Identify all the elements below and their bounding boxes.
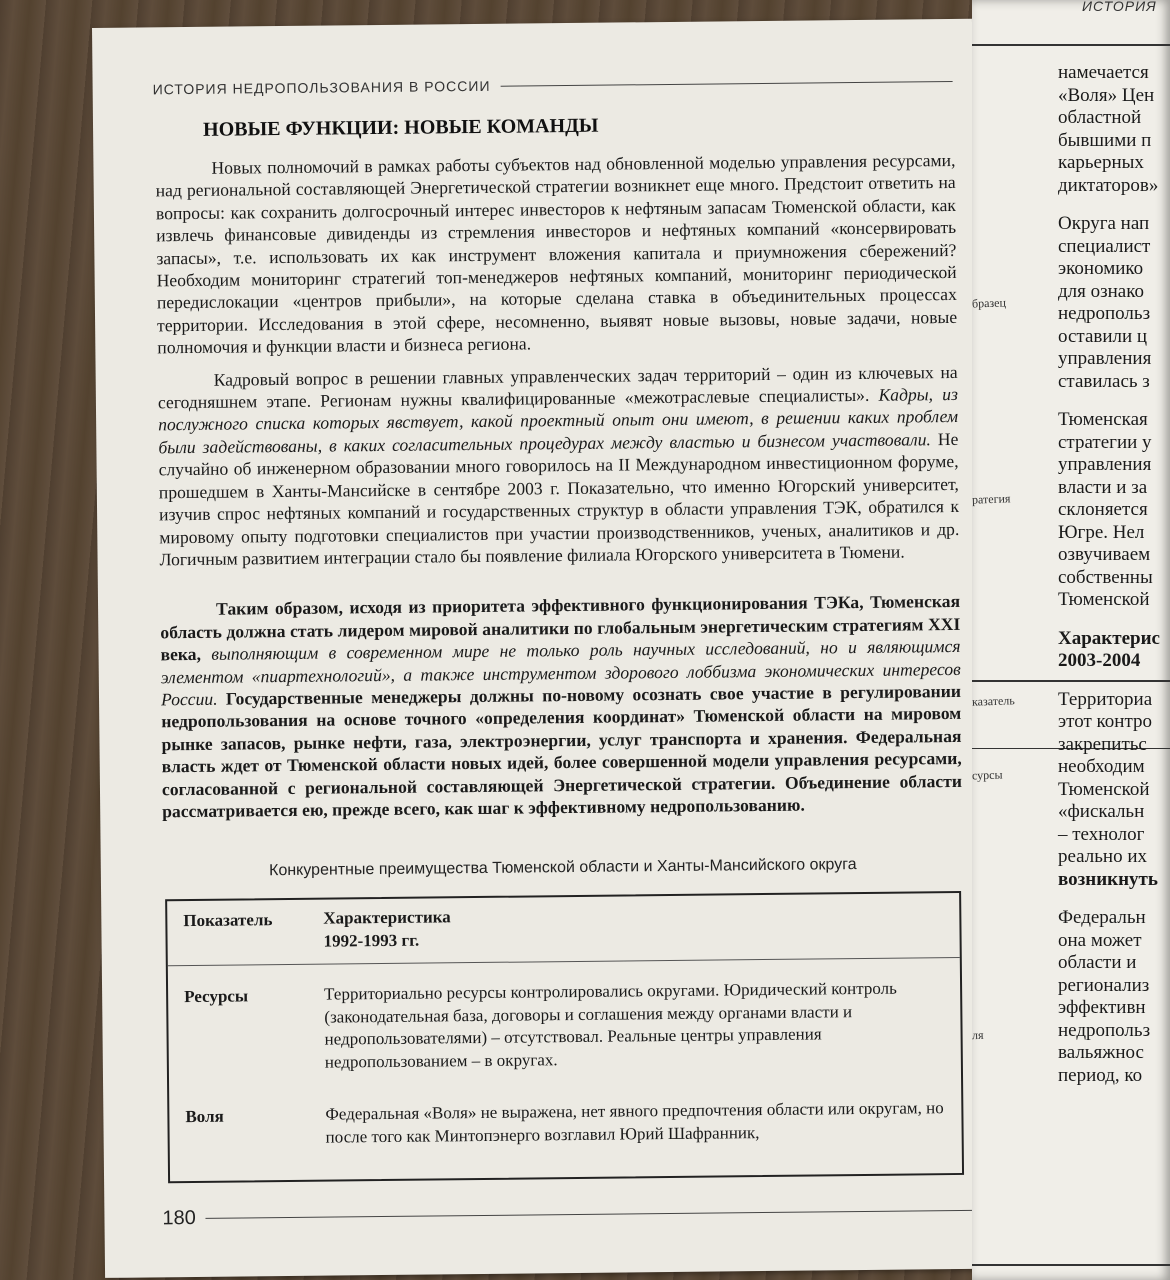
side-label-1: бразец	[972, 295, 1007, 311]
right-line: закрепитьс	[1058, 733, 1147, 755]
table-row-resources-label: Ресурсы	[184, 986, 249, 1007]
right-line: Территориа	[1058, 688, 1153, 710]
page-footer	[162, 1199, 972, 1230]
right-line: вальяжнос	[1058, 1042, 1144, 1063]
right-gap	[1058, 673, 1160, 689]
right-line: Югре. Нел	[1058, 521, 1145, 543]
right-line: «Воля» Цен	[1058, 84, 1155, 106]
table-header-indicator: Показатель	[183, 910, 273, 931]
right-line: областной	[1058, 107, 1142, 128]
right-running-head: ИСТОРИЯ	[1082, 0, 1157, 14]
running-head	[153, 73, 953, 97]
right-line: диктаторов»	[1058, 174, 1159, 196]
table-row-will-label: Воля	[185, 1106, 224, 1127]
right-line: экономико	[1058, 258, 1144, 279]
right-line: Тюменская	[1058, 409, 1148, 430]
side-label-5: ля	[972, 1027, 984, 1043]
table-row-will-text: Федеральная «Воля» не выражена, нет явного предпочтения области или округам, но после того как Минтопэнерго возглавил Юрий Шафранник,	[325, 1098, 944, 1147]
right-line: бывшими п	[1058, 129, 1152, 151]
right-line: карьерных	[1058, 152, 1144, 173]
right-line: эффективн	[1058, 997, 1146, 1018]
right-line: возникнуть	[1058, 868, 1158, 890]
right-line: для ознако	[1058, 280, 1145, 302]
right-line: власти и за	[1058, 476, 1148, 498]
table-header-characteristic-label: Характеристика	[323, 907, 451, 928]
right-gap	[1058, 612, 1160, 628]
paragraph-3-italic: выполняющим в современном мире не только роль научных исследований, но и являющимся элементом «пиартехнологий», а также инструментом здорового лоббизма экономических интересов России.	[160, 636, 961, 710]
right-gap	[1058, 891, 1160, 907]
paragraph-2-part-a: Кадровый вопрос в решении главных управленческих задач территорий – один из ключевых на сегодняшнем этапе. Регионам нужны квалифицированные «межотраслевые специалисты».	[157, 361, 958, 413]
paragraph-3	[160, 590, 962, 822]
right-line: Тюменской	[1058, 589, 1150, 610]
paragraph-3-bold-a: Таким образом, исходя из приоритета эффективного функционирования ТЭКа, Тюменская область должна стать лидером мировой аналитики по глобальным энергетическим стратегиям XXI века,	[160, 591, 961, 665]
left-page	[92, 19, 985, 1278]
right-line: оставили ц	[1058, 325, 1148, 347]
right-line: управления	[1058, 348, 1152, 369]
body-text	[155, 149, 962, 823]
right-page-text	[1058, 62, 1160, 1087]
right-table-bottom-rule	[972, 1264, 1170, 1266]
right-line: озвучиваем	[1058, 544, 1151, 565]
right-line: период, ко	[1058, 1064, 1143, 1086]
table-header-period: 1992-1993 гг.	[323, 930, 420, 951]
running-head-text: ИСТОРИЯ НЕДРОПОЛЬЗОВАНИЯ В РОССИИ	[152, 77, 491, 98]
right-line: необходим	[1058, 756, 1145, 777]
paragraph-2	[158, 361, 960, 571]
paragraph-3-bold-c: Государственные менеджеры должны по-новому осознать свое участие в регулировании недропользования на основе точного «определения координат» Тюменской области на мировом рынке запасов, рынке нефти, газа, электроэнергии, услуг транспорта и хранения. Федеральная власть ждет от Тюменской области новых идей, более совершенной модели управления ресурсами, согласованной с региональной составляющей Энергетической стратегии. Объединение области рассматривается ею, прежде всего, как шаг к эффективному недропользованию.	[161, 680, 963, 822]
table-caption: Конкурентные преимущества Тюменской области и Ханты-Мансийского округа	[268, 856, 857, 880]
right-line: Округа нап	[1058, 213, 1150, 234]
section-title: НОВЫЕ ФУНКЦИИ: НОВЫЕ КОМАНДЫ	[202, 114, 599, 141]
right-line: этот контро	[1058, 711, 1152, 732]
paragraph-2-italic: Кадры, из послужного списка которых явствует, какой проектный опыт они имеют, в решении каких проблем были задействованы, в каких согласительных процедурах между властью и бизнесом участвовали.	[158, 384, 959, 458]
right-page	[972, 0, 1170, 1280]
table-row-resources-text: Территориально ресурсы контролировались округами. Юридический контроль (законодательная база, договоры и соглашения между органами власти и недропользователями) – отсутствовал. Реальные центры управления недропользованием – в округах.	[324, 978, 897, 1072]
advantages-table	[165, 891, 964, 1183]
footer-rule	[206, 1210, 973, 1219]
right-line: Федеральн	[1058, 907, 1146, 928]
right-gap	[1058, 197, 1160, 213]
right-line: собственны	[1058, 566, 1153, 588]
right-line: управления	[1058, 454, 1152, 475]
right-line: недропольз	[1058, 1019, 1151, 1041]
right-line: регионализ	[1058, 974, 1150, 996]
right-line: склоняется	[1058, 499, 1148, 520]
right-line: ставилась з	[1058, 370, 1150, 392]
right-line: «фискальн	[1058, 801, 1145, 822]
right-line: реально их	[1058, 846, 1147, 867]
right-line: – технолог	[1058, 823, 1145, 845]
right-table-header: Характерис	[1058, 627, 1160, 649]
right-line: она может	[1058, 929, 1142, 951]
right-line: стратегии у	[1058, 431, 1152, 453]
table-header-row	[167, 893, 960, 966]
right-line: намечается	[1058, 62, 1149, 83]
running-head-rule	[500, 80, 952, 86]
right-table-period: 2003-2004	[1058, 650, 1141, 671]
side-label-2: ратегия	[972, 491, 1011, 507]
table-header-characteristic	[323, 901, 953, 953]
right-head-rule	[972, 44, 1170, 46]
right-line: недропольз	[1058, 303, 1151, 324]
side-label-4: сурсы	[972, 767, 1003, 783]
paragraph-1: Новых полномочий в рамках работы субъектов над обновленной моделью управления ресурсами, над региональной составляющей Энергетической стратегии возникнет еще много. Предстоит ответить на вопросы: как сохранить долгосрочный интерес инвесторов к нефтяным запасам Тюменской области, как извлечь финансовые дивиденды из стремления инвесторов и нефтяных компаний «консервировать запасы», т.е. использовать их как инструмент вложения капитала и приумножения сбережений? Необходим мониторинг стратегий топ-менеджеров нефтяных компаний, мониторинг периодической передислокации «центров прибыли», на которые сделана ставка в объединительных процессах территории. Исследования в этой сфере, несомненно, выявят новые вызовы, новые задачи, новые полномочия и функции власти и бизнеса региона.	[155, 149, 958, 358]
right-gap	[1058, 393, 1160, 409]
right-line: Тюменской	[1058, 778, 1150, 800]
right-line: специалист	[1058, 235, 1151, 257]
right-line: области и	[1058, 952, 1137, 973]
paragraph-2-part-c: Не случайно об инженерном образовании много говорилось на II Международном инвестиционном форуме, прошедшем в Ханты-Мансийске в сентябре 2003 г. Показательно, что именно Югорский университет, изучив спрос нефтяных компаний и государственных структур в области управления ТЭК, обратился к мировому опыту подготовки специалистов при участии производственников, ученых, аналитиков и др. Логичным развитием интеграции стало бы появление филиала Югорского университета в Тюмени.	[158, 428, 960, 570]
side-label-3: казатель	[972, 693, 1015, 709]
page-number: 180	[162, 1206, 196, 1230]
